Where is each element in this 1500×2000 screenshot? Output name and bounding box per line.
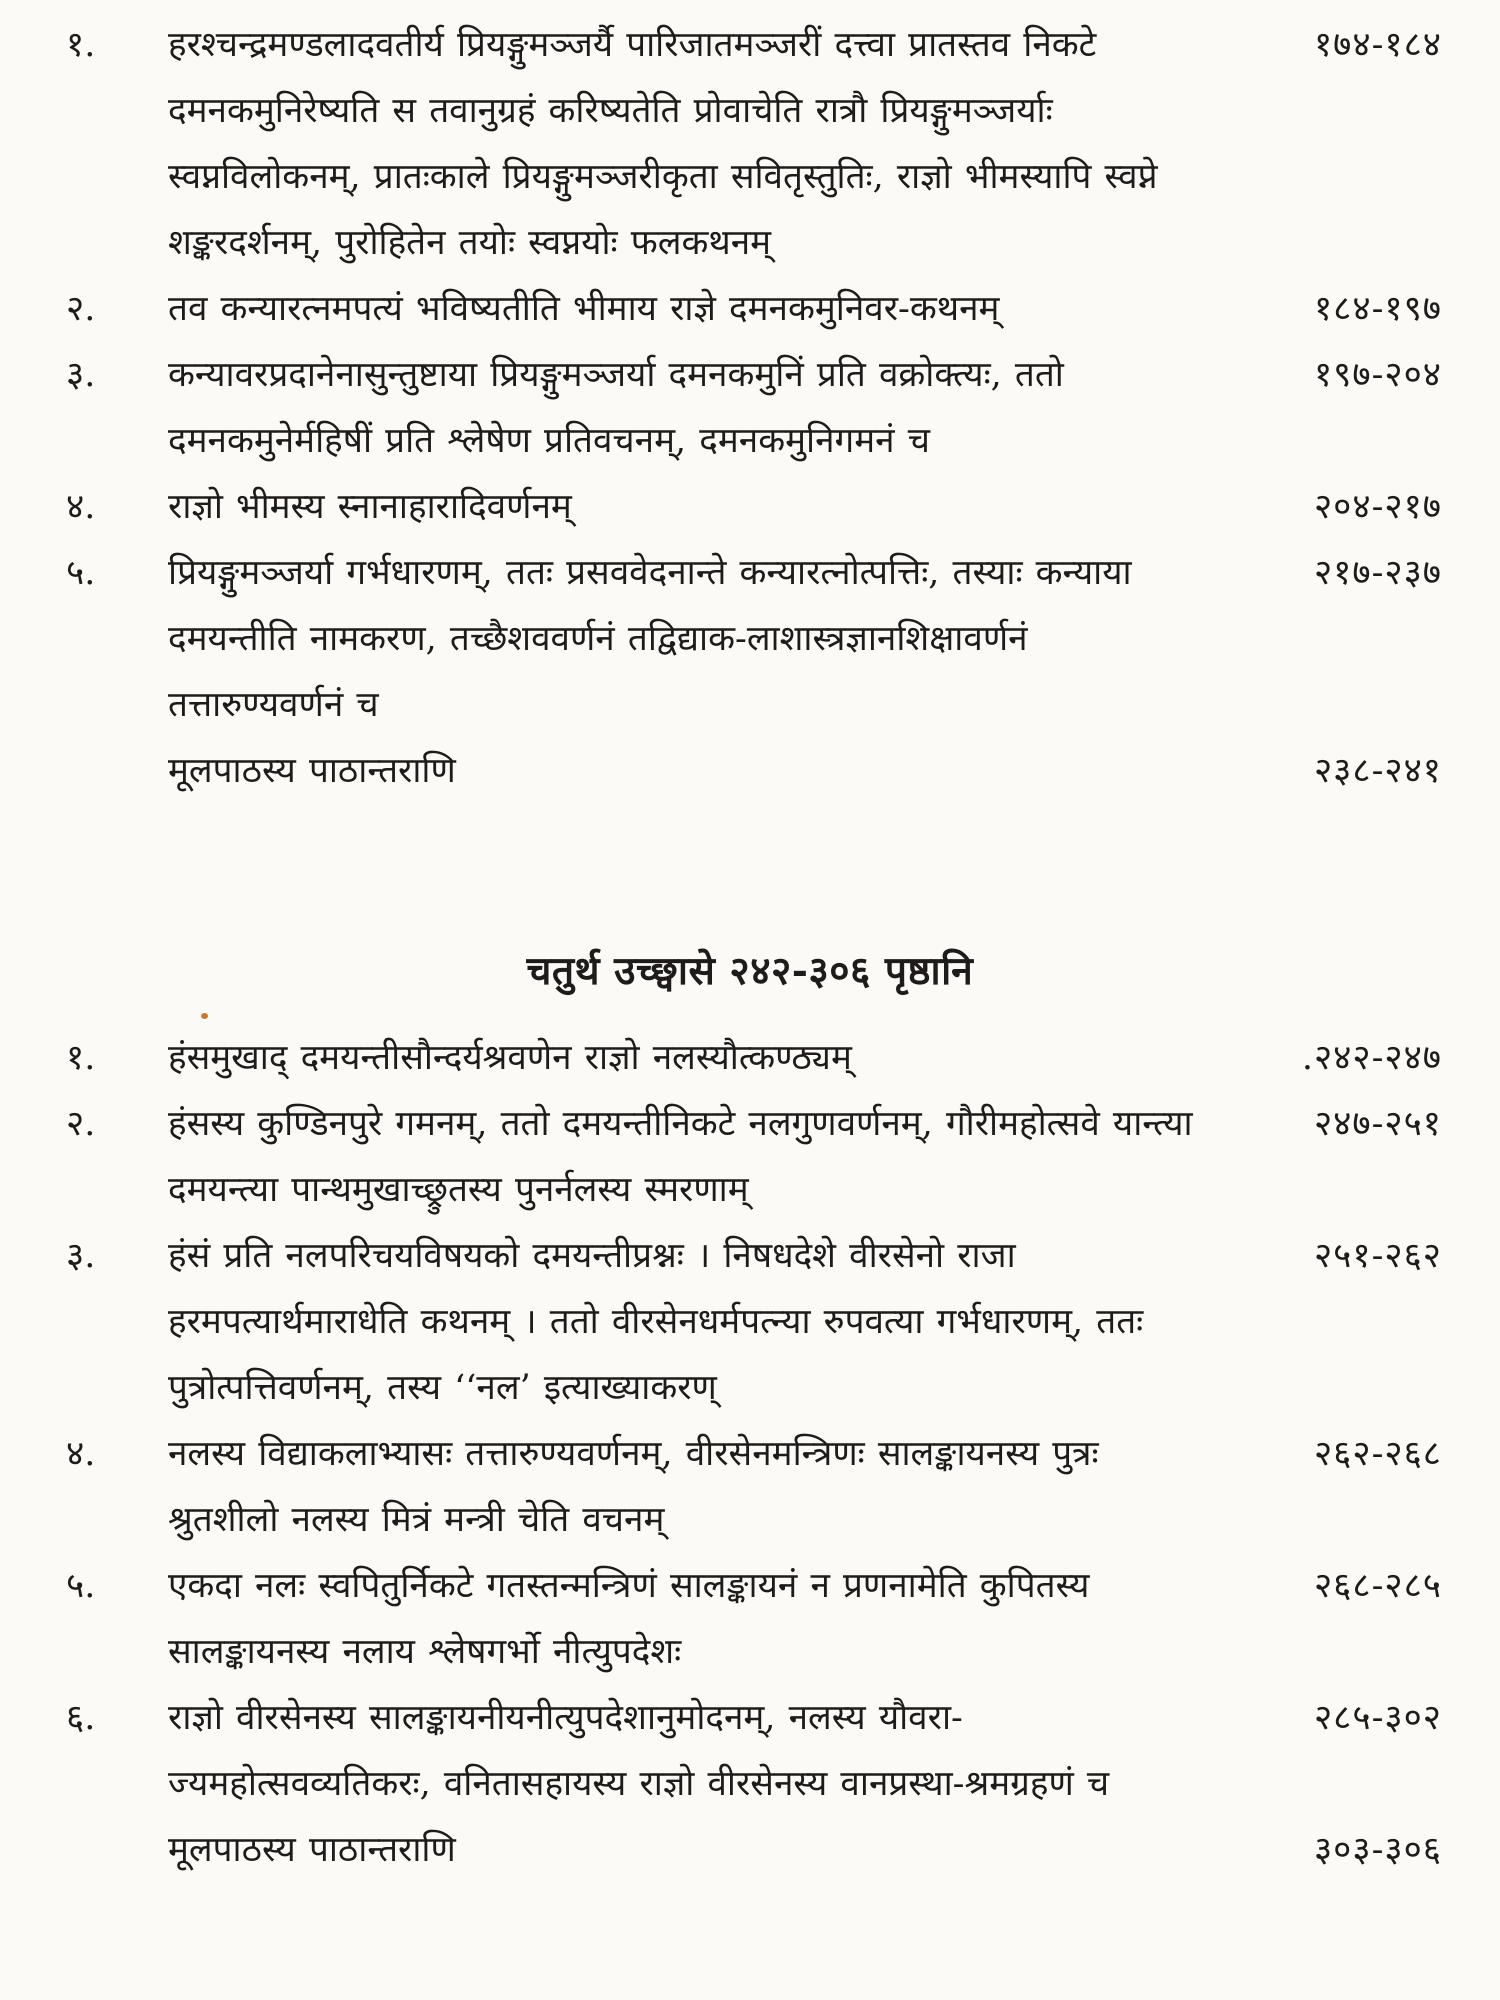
contents-section-third	[0, 12, 1500, 804]
entry-page-range: २३८-२४१	[1313, 751, 1442, 791]
entry-text: राज्ञो भीमस्य स्नानाहारादिवर्णनम्	[168, 487, 572, 527]
entry-text: कन्यावरप्रदानेनासुन्तुष्टाया प्रियङ्गुमञ्जर्या दमनकमुनिं प्रति वक्रोक्त्यः, ततो दमनकमुनेर्महिषीं प्रति श्लेषेण प्रतिवचनम्, दमनकमुनिगमनं च	[168, 355, 1064, 461]
entry-page-range: २५१-२६२	[1313, 1236, 1442, 1276]
entry-page-range: १७४-१८४	[1313, 25, 1442, 65]
contents-entry	[0, 342, 1500, 474]
entry-text: तव कन्यारत्नमपत्यं भविष्यतीति भीमाय राज्ञे दमनकमुनिवर-कथनम्	[168, 289, 1000, 329]
entry-number: ४.	[66, 487, 96, 527]
contents-section-fourth	[0, 1025, 1500, 1883]
contents-entry	[0, 738, 1500, 804]
contents-entry	[0, 1553, 1500, 1685]
ink-speck	[201, 1013, 208, 1019]
entry-number: २.	[66, 289, 96, 329]
contents-entry	[0, 12, 1500, 276]
entry-text: राज्ञो वीरसेनस्य सालङ्कायनीयनीत्युपदेशानुमोदनम्, नलस्य यौवरा-ज्यमहोत्सवव्यतिकरः, वनितासहायस्य राज्ञो वीरसेनस्य वानप्रस्था-श्रमग्रहणं च	[168, 1698, 1110, 1804]
entry-page-range: २८५-३०२	[1313, 1698, 1442, 1738]
entry-text: मूलपाठस्य पाठान्तराणि	[168, 1830, 456, 1870]
entry-number: ५.	[66, 553, 96, 593]
entry-page-range: २६२-२६८	[1313, 1434, 1442, 1474]
entry-number: ३.	[66, 1236, 96, 1276]
contents-entry	[0, 1091, 1500, 1223]
entry-page-range: ३०३-३०६	[1313, 1830, 1442, 1870]
section-heading: चतुर्थ उच्छ्वासे २४२-३०६ पृष्ठानि	[526, 948, 974, 994]
entry-text: एकदा नलः स्वपितुर्निकटे गतस्तन्मन्त्रिणं सालङ्कायनं न प्रणनामेति कुपितस्य सालङ्कायनस्य नलाय श्लेषगर्भो नीत्युपदेशः	[168, 1566, 1090, 1672]
entry-text: हरश्चन्द्रमण्डलादवतीर्य प्रियङ्गुमञ्जर्यै पारिजातमञ्जरीं दत्त्वा प्रातस्तव निकटे दमनकमुनिरेष्यति स तवानुग्रहं करिष्यतेति प्रोवाचेति रात्रौ प्रियङ्गुमञ्जर्याः स्वप्नविलोकनम्, प्रातःकाले प्रियङ्गुमञ्जरीकृता सवितृस्तुतिः, राज्ञो भीमस्यापि स्वप्ने शङ्करदर्शनम्, पुरोहितेन तयोः स्वप्नयोः फलकथनम्	[168, 25, 1158, 263]
entry-number: ५.	[66, 1566, 96, 1606]
entry-text: हंसं प्रति नलपरिचयविषयको दमयन्तीप्रश्नः । निषधदेशे वीरसेनो राजा हरमपत्यार्थमाराधेति कथनम् । ततो वीरसेनधर्मपत्न्या रुपवत्या गर्भधारणम्, ततः पुत्रोत्पत्तिवर्णनम्, तस्य ‘‘नल’ इत्याख्याकरण्	[168, 1236, 1144, 1408]
entry-number: ६.	[66, 1698, 96, 1738]
contents-entry	[0, 276, 1500, 342]
contents-entry	[0, 1223, 1500, 1421]
entry-text: हंसमुखाद् दमयन्तीसौन्दर्यश्रवणेन राज्ञो नलस्यौत्कण्ठ्यम्	[168, 1038, 852, 1078]
entry-number: २.	[66, 1104, 96, 1144]
contents-entry	[0, 1817, 1500, 1883]
entry-text: हंसस्य कुण्डिनपुरे गमनम्, ततो दमयन्तीनिकटे नलगुणवर्णनम्, गौरीमहोत्सवे यान्त्या दमयन्त्या पान्थमुखाच्छ्रुतस्य पुनर्नलस्य स्मरणाम्	[168, 1104, 1193, 1210]
entry-number: ३.	[66, 355, 96, 395]
contents-entry	[0, 474, 1500, 540]
entry-text: नलस्य विद्याकलाभ्यासः तत्तारुण्यवर्णनम्, वीरसेनमन्त्रिणः सालङ्कायनस्य पुत्रः श्रुतशीलो नलस्य मित्रं मन्त्री चेति वचनम्	[168, 1434, 1099, 1540]
contents-entry	[0, 540, 1500, 738]
entry-page-range: २१७-२३७	[1313, 553, 1442, 593]
entry-page-range: १९७-२०४	[1313, 355, 1442, 395]
entry-text: मूलपाठस्य पाठान्तराणि	[168, 751, 456, 791]
entry-page-range: २६८-२८५	[1313, 1566, 1442, 1606]
entry-page-range: .२४२-२४७	[1301, 1038, 1442, 1078]
entry-number: १.	[66, 25, 96, 65]
contents-entry	[0, 1025, 1500, 1091]
entry-number: १.	[66, 1038, 96, 1078]
entry-text: प्रियङ्गुमञ्जर्या गर्भधारणम्, ततः प्रसववेदनान्ते कन्यारत्नोत्पत्तिः, तस्याः कन्याया दमयन्तीति नामकरण, तच्छैशववर्णनं तद्विद्याक-लाशास्त्रज्ञानशिक्षावर्णनं तत्तारुण्यवर्णनं च	[168, 553, 1132, 725]
contents-entry	[0, 1421, 1500, 1553]
contents-entry	[0, 1685, 1500, 1817]
entry-page-range: २०४-२१७	[1313, 487, 1442, 527]
entry-page-range: १८४-१९७	[1313, 289, 1442, 329]
entry-number: ४.	[66, 1434, 96, 1474]
entry-page-range: २४७-२५१	[1313, 1104, 1442, 1144]
